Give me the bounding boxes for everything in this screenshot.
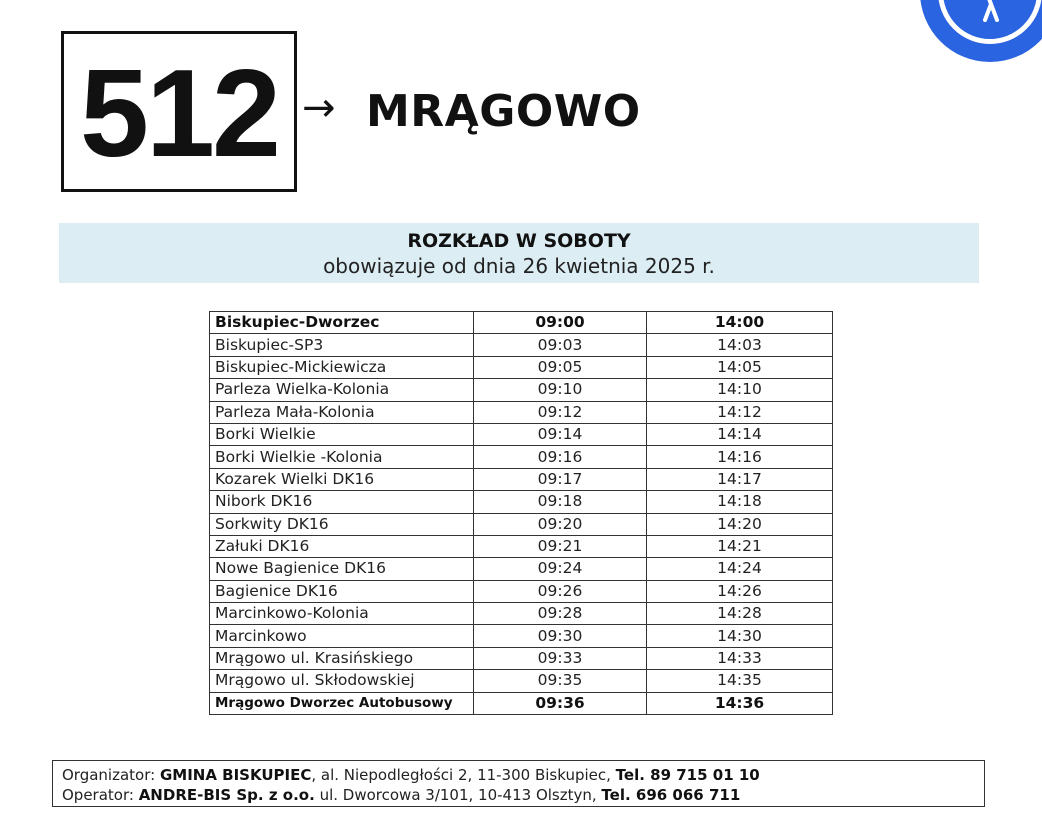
organizer-address: , al. Niepodległości 2, 11-300 Biskupiec,: [311, 766, 616, 784]
stop-name-cell: Biskupiec-Mickiewicza: [210, 356, 474, 378]
departure-time-cell: 14:30: [647, 625, 833, 647]
departure-time-cell: 09:16: [474, 446, 647, 468]
departure-time-cell: 14:14: [647, 423, 833, 445]
departure-time-cell: 14:03: [647, 334, 833, 356]
table-row: [210, 334, 833, 356]
departure-time-cell: 09:00: [474, 312, 647, 334]
table-row: [210, 401, 833, 423]
schedule-banner: [59, 223, 979, 283]
stop-name-cell: Nibork DK16: [210, 491, 474, 513]
stop-name-cell: Sorkwity DK16: [210, 513, 474, 535]
departure-time-cell: 14:28: [647, 603, 833, 625]
stop-name-cell: Mrągowo ul. Krasińskiego: [210, 647, 474, 669]
table-row: [210, 625, 833, 647]
stop-name-cell: Parleza Wielka-Kolonia: [210, 379, 474, 401]
departure-time-cell: 14:20: [647, 513, 833, 535]
schedule-title: ROZKŁAD W SOBOTY: [407, 230, 631, 252]
schedule-validity: obowiązuje od dnia 26 kwietnia 2025 r.: [323, 254, 715, 278]
departure-time-cell: 09:03: [474, 334, 647, 356]
table-row: [210, 379, 833, 401]
table-row: [210, 692, 833, 714]
departure-time-cell: 09:26: [474, 580, 647, 602]
arrow-right-icon: →: [302, 85, 336, 131]
table-row: [210, 446, 833, 468]
departure-time-cell: 09:05: [474, 356, 647, 378]
departure-time-cell: 14:12: [647, 401, 833, 423]
departure-time-cell: 09:10: [474, 379, 647, 401]
organizer-name: GMINA BISKUPIEC: [159, 766, 312, 784]
table-row: [210, 558, 833, 580]
stop-name-cell: Borki Wielkie: [210, 423, 474, 445]
departure-time-cell: 14:17: [647, 468, 833, 490]
stop-name-cell: Marcinkowo: [210, 625, 474, 647]
table-row: [210, 535, 833, 557]
departure-time-cell: 14:35: [647, 670, 833, 692]
departure-time-cell: 14:26: [647, 580, 833, 602]
stop-name-cell: Bagienice DK16: [210, 580, 474, 602]
departure-time-cell: 09:21: [474, 535, 647, 557]
operator-label: Operator:: [62, 786, 139, 804]
table-row: [210, 423, 833, 445]
stop-name-cell: Mrągowo ul. Skłodowskiej: [210, 670, 474, 692]
route-number-box: [61, 31, 297, 192]
table-row: [210, 580, 833, 602]
departure-time-cell: 09:12: [474, 401, 647, 423]
table-row: [210, 670, 833, 692]
operator-phone: Tel. 696 066 711: [601, 786, 741, 804]
footer-info: [52, 760, 985, 807]
operator-name: ANDRE-BIS Sp. z o.o.: [138, 786, 315, 804]
operator-address: ul. Dworcowa 3/101, 10-413 Olsztyn,: [314, 786, 602, 804]
departure-time-cell: 09:24: [474, 558, 647, 580]
departure-time-cell: 14:18: [647, 491, 833, 513]
organizer-line: [62, 765, 984, 785]
departure-time-cell: 14:36: [647, 692, 833, 714]
departure-time-cell: 09:30: [474, 625, 647, 647]
stop-name-cell: Borki Wielkie -Kolonia: [210, 446, 474, 468]
departure-time-cell: 09:28: [474, 603, 647, 625]
stop-name-cell: Mrągowo Dworzec Autobusowy: [210, 692, 474, 714]
table-row: [210, 491, 833, 513]
table-row: [210, 468, 833, 490]
departure-time-cell: 14:33: [647, 647, 833, 669]
departure-time-cell: 09:17: [474, 468, 647, 490]
lambda-logo-icon: [976, 0, 1006, 22]
departure-time-cell: 14:21: [647, 535, 833, 557]
departure-time-cell: 09:20: [474, 513, 647, 535]
timetable: [209, 311, 833, 715]
organizer-label: Organizator:: [62, 766, 160, 784]
organizer-phone: Tel. 89 715 01 10: [615, 766, 760, 784]
departure-time-cell: 09:35: [474, 670, 647, 692]
departure-time-cell: 14:10: [647, 379, 833, 401]
departure-time-cell: 14:05: [647, 356, 833, 378]
departure-time-cell: 09:36: [474, 692, 647, 714]
stop-name-cell: Biskupiec-SP3: [210, 334, 474, 356]
departure-time-cell: 09:18: [474, 491, 647, 513]
destination-title: MRĄGOWO: [366, 86, 641, 137]
table-row: [210, 603, 833, 625]
table-row: [210, 312, 833, 334]
departure-time-cell: 14:16: [647, 446, 833, 468]
departure-time-cell: 14:24: [647, 558, 833, 580]
stop-name-cell: Biskupiec-Dworzec: [210, 312, 474, 334]
operator-line: [62, 785, 984, 805]
table-row: [210, 647, 833, 669]
table-row: [210, 513, 833, 535]
route-number: 512: [80, 44, 278, 183]
stop-name-cell: Parleza Mała-Kolonia: [210, 401, 474, 423]
departure-time-cell: 09:14: [474, 423, 647, 445]
table-row: [210, 356, 833, 378]
stop-name-cell: Marcinkowo-Kolonia: [210, 603, 474, 625]
stop-name-cell: Załuki DK16: [210, 535, 474, 557]
stop-name-cell: Nowe Bagienice DK16: [210, 558, 474, 580]
departure-time-cell: 09:33: [474, 647, 647, 669]
departure-time-cell: 14:00: [647, 312, 833, 334]
stop-name-cell: Kozarek Wielki DK16: [210, 468, 474, 490]
